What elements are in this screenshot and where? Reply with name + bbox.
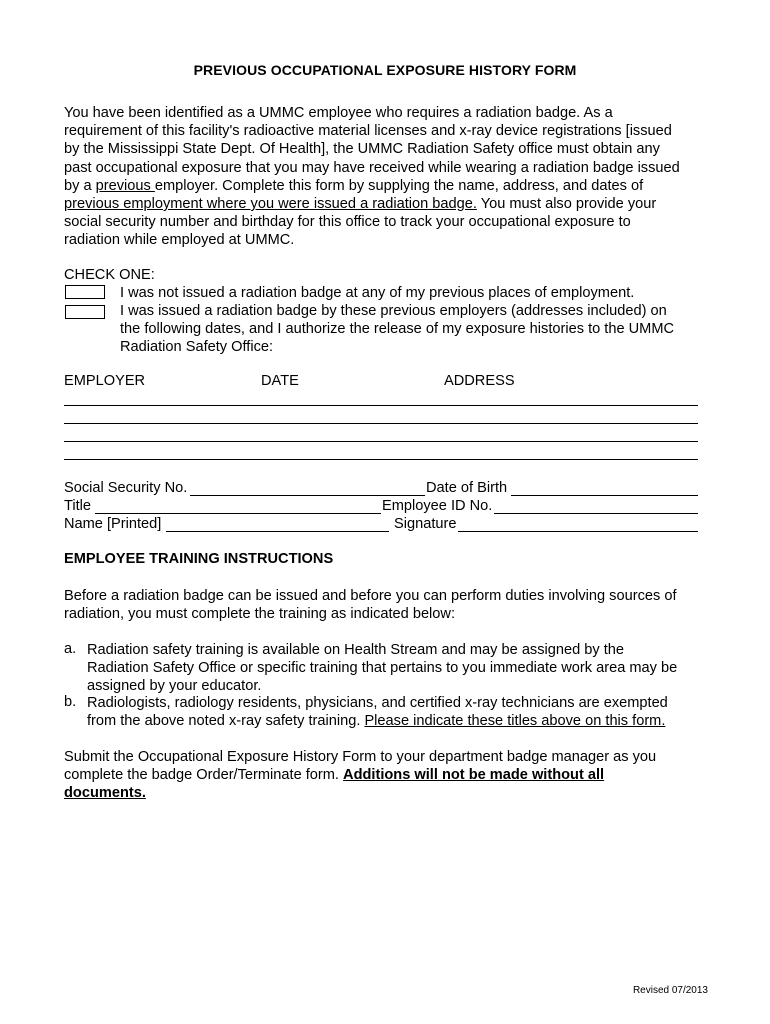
training-heading: EMPLOYEE TRAINING INSTRUCTIONS: [64, 551, 334, 567]
intro-line: radiation while employed at UMMC.: [64, 232, 295, 249]
title-label: Title: [64, 498, 92, 514]
option-issued-line: I was issued a radiation badge by these previous employers (addresses included) on: [120, 303, 667, 319]
submit-line: [64, 766, 704, 784]
intro-line: [64, 177, 704, 195]
employer-entry-line[interactable]: [64, 459, 698, 460]
training-intro-line: Before a radiation badge can be issued and before you can perform duties involving sources of: [64, 588, 677, 604]
signature-field[interactable]: [458, 531, 698, 532]
training-item-underlined-text: Please indicate these titles above on this form.: [364, 713, 666, 730]
submit-emphasis-text: Additions will not be made without all: [343, 767, 605, 784]
intro-underlined-text: previous: [95, 177, 155, 194]
name-label: Name [Printed]: [64, 516, 162, 532]
employer-entry-line[interactable]: [64, 423, 698, 424]
dob-label: Date of Birth: [426, 480, 508, 496]
ssn-field[interactable]: [190, 495, 425, 496]
training-item-line: Radiologists, radiology residents, physicians, and certified x-ray technicians are exempted: [87, 695, 668, 711]
ssn-label: Social Security No.: [64, 480, 188, 496]
option-not-issued-label: I was not issued a radiation badge at any of my previous places of employment.: [120, 285, 635, 301]
intro-text: You must also provide your: [476, 196, 657, 213]
training-item-a: [87, 641, 707, 696]
submit-line: Submit the Occupational Exposure History Form to your department badge manager as you: [64, 749, 657, 765]
intro-line: social security number and birthday for this office to track your occupational exposure to: [64, 214, 631, 231]
employee-id-label: Employee ID No.: [382, 498, 493, 514]
employer-entry-line[interactable]: [64, 441, 698, 442]
training-item-line: Radiation Safety Office or specific training that pertains to you immediate work area may be: [87, 660, 678, 677]
submit-emphasis-line: documents.: [64, 785, 146, 802]
intro-line: requirement of this facility's radioactive material licenses and x-ray device registrations [issued: [64, 123, 672, 140]
form-title: PREVIOUS OCCUPATIONAL EXPOSURE HISTORY FORM: [193, 62, 577, 78]
option-not-issued-checkbox[interactable]: [65, 285, 105, 299]
training-item-line: [87, 712, 707, 730]
training-intro-line: radiation, you must complete the training as indicated below:: [64, 606, 456, 623]
address-column-header: ADDRESS: [444, 373, 515, 389]
intro-line: past occupational exposure that you may have received while wearing a radiation badge issued: [64, 159, 680, 176]
intro-paragraph: [64, 104, 704, 250]
training-item-b: [87, 694, 707, 730]
option-issued-line: Radiation Safety Office:: [120, 339, 274, 356]
date-column-header: DATE: [261, 373, 299, 389]
training-item-line: Radiation safety training is available on Health Stream and may be assigned by the: [87, 642, 625, 658]
submit-text: complete the badge Order/Terminate form.: [64, 767, 344, 784]
employee-id-field[interactable]: [494, 513, 698, 514]
intro-text: by a: [64, 177, 96, 194]
option-issued-checkbox[interactable]: [65, 305, 105, 319]
submit-paragraph: [64, 748, 704, 803]
list-marker-a: a.: [64, 641, 77, 657]
employer-column-header: EMPLOYER: [64, 373, 146, 389]
intro-line: by the Mississippi State Dept. Of Health], the UMMC Radiation Safety office must obtain any: [64, 141, 660, 158]
option-issued-label: [120, 302, 674, 357]
intro-line: [64, 195, 704, 213]
dob-field[interactable]: [511, 495, 698, 496]
option-issued-line: the following dates, and I authorize the release of my exposure histories to the UMMC: [120, 321, 675, 338]
training-item-line: assigned by your educator.: [87, 678, 262, 695]
intro-underlined-text: previous employment where you were issued a radiation badge.: [64, 196, 477, 213]
intro-line: You have been identified as a UMMC employee who requires a radiation badge. As a: [64, 105, 613, 121]
training-item-text: from the above noted x-ray safety training.: [87, 713, 365, 730]
check-one-label: CHECK ONE:: [64, 267, 155, 283]
list-marker-b: b.: [64, 694, 77, 710]
revised-date: Revised 07/2013: [632, 985, 708, 996]
signature-label: Signature: [394, 516, 457, 532]
training-intro: [64, 587, 704, 623]
intro-text: employer. Complete this form by supplying the name, address, and dates of: [154, 177, 644, 194]
employer-entry-line[interactable]: [64, 405, 698, 406]
name-field[interactable]: [166, 531, 389, 532]
title-field[interactable]: [95, 513, 381, 514]
